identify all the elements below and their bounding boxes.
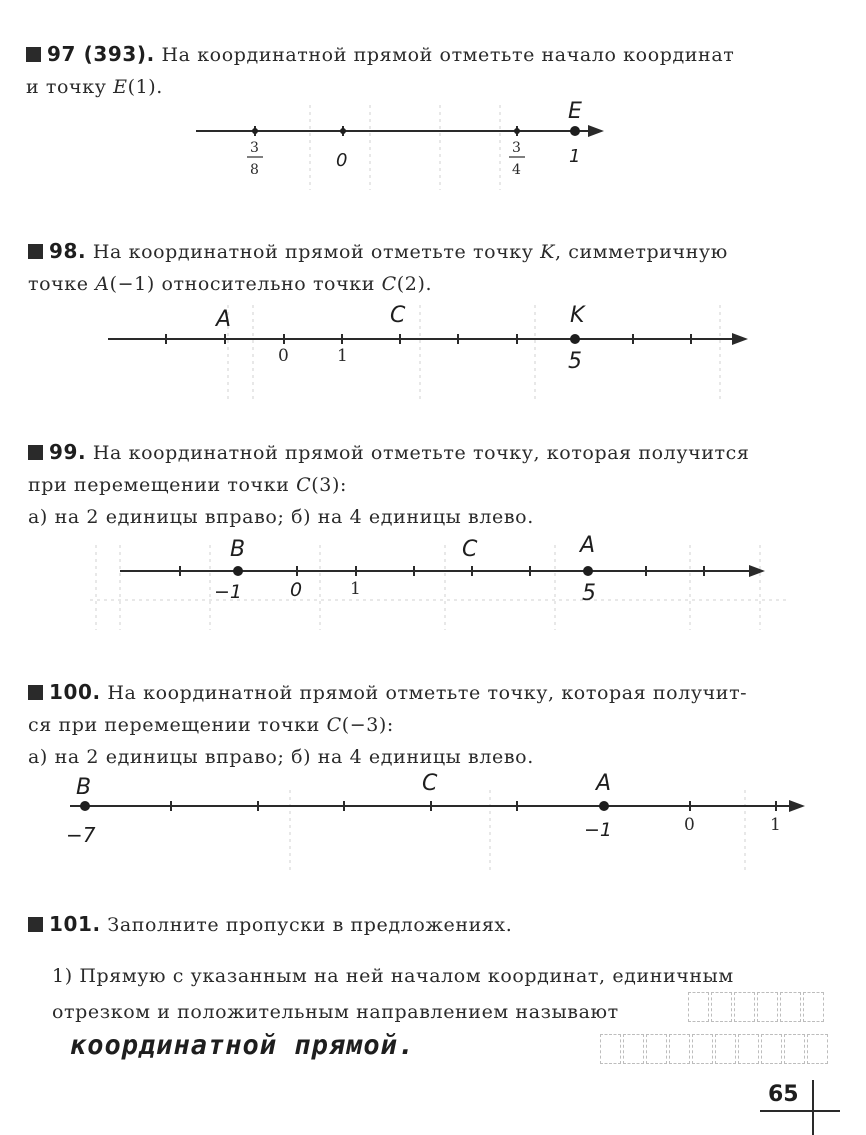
tick-label-0: 0 [336, 150, 348, 171]
page-number: 65 [768, 1082, 799, 1107]
task-number: 98. [49, 239, 87, 263]
point-b [233, 566, 243, 576]
point-e [570, 126, 580, 136]
arrow-icon [789, 800, 805, 812]
arrow-icon [732, 333, 748, 345]
task-98: 98. На координатной прямой отметьте точку K, симметричную точке A(−1) относительно точки C(2). [28, 239, 728, 295]
point-k [570, 334, 580, 344]
point [252, 128, 258, 134]
tick-label-1: 1 [350, 579, 361, 599]
point [340, 128, 346, 134]
point-a [599, 801, 609, 811]
label-e: E [568, 99, 582, 124]
task-number: 99. [49, 440, 87, 464]
tick-label-3-4-den: 4 [512, 162, 521, 178]
task-101-sentence: 1) Прямую с указанным на ней началом координат, единичным отрезком и положительным направлением называют [52, 965, 734, 1023]
task-97-line-2: и точку E(1). [26, 76, 163, 98]
page-number-rule [760, 1110, 840, 1112]
task-text: На координатной прямой отметьте начало координат [161, 44, 735, 66]
tick-label-3-8-num: 3 [250, 140, 259, 156]
tick-label-3-8-den: 8 [250, 162, 259, 178]
label-c: C [462, 537, 478, 562]
tick-label-0: 0 [290, 579, 303, 601]
page-number-rule-vertical [812, 1080, 814, 1135]
arrow-icon [588, 125, 604, 137]
answer-cells-row-1 [688, 992, 826, 1022]
arrow-icon [749, 565, 765, 577]
tick-label-1: 1 [337, 346, 348, 366]
tick-label-5: 5 [568, 349, 582, 374]
handwritten-answer: координатной прямой. [70, 1030, 416, 1061]
task-number: 100. [49, 680, 101, 704]
label-k: K [570, 303, 585, 328]
task-marker-icon [28, 917, 43, 932]
tick-label-minus-7: −7 [66, 823, 96, 847]
tick-label-3-4-num: 3 [512, 140, 521, 156]
label-a: A [580, 533, 596, 558]
point [514, 128, 520, 134]
task-101: 101. Заполните пропуски в предложениях. [28, 908, 818, 941]
number-line-99 [90, 533, 790, 630]
tick-label-1: 1 [770, 815, 781, 835]
tick-label-minus-1: −1 [214, 581, 243, 603]
task-marker-icon [28, 244, 43, 259]
task-100: 100. На координатной прямой отметьте точку, которая получит- ся при перемещении точки C(−3): а) на 2 единицы вправо; б) на 4 единицы влево. [28, 680, 748, 768]
point-b [80, 801, 90, 811]
label-c: C [422, 771, 438, 796]
task-number: 101. [49, 912, 101, 936]
number-line-98 [108, 303, 748, 400]
label-a: A [596, 771, 612, 796]
point-a [583, 566, 593, 576]
tick-label-minus-1: −1 [584, 819, 613, 841]
label-c: C [390, 303, 406, 328]
task-99: 99. На координатной прямой отметьте точку, которая получится при перемещении точки C(3): а) на 2 единицы вправо; б) на 4 единицы влево. [28, 440, 750, 528]
tick-label-1: 1 [569, 146, 581, 167]
task-number: 97 (393). [47, 42, 155, 66]
label-b: B [230, 537, 246, 562]
task-marker-icon [28, 685, 43, 700]
label-b: B [76, 775, 92, 800]
label-a: A [216, 307, 232, 332]
answer-cells-row-2 [600, 1034, 830, 1064]
number-line-100 [66, 771, 805, 870]
task-marker-icon [28, 445, 43, 460]
tick-label-5: 5 [582, 581, 596, 606]
tick-label-0: 0 [684, 815, 695, 835]
number-line-97 [196, 99, 604, 190]
tick-label-0: 0 [278, 346, 289, 366]
